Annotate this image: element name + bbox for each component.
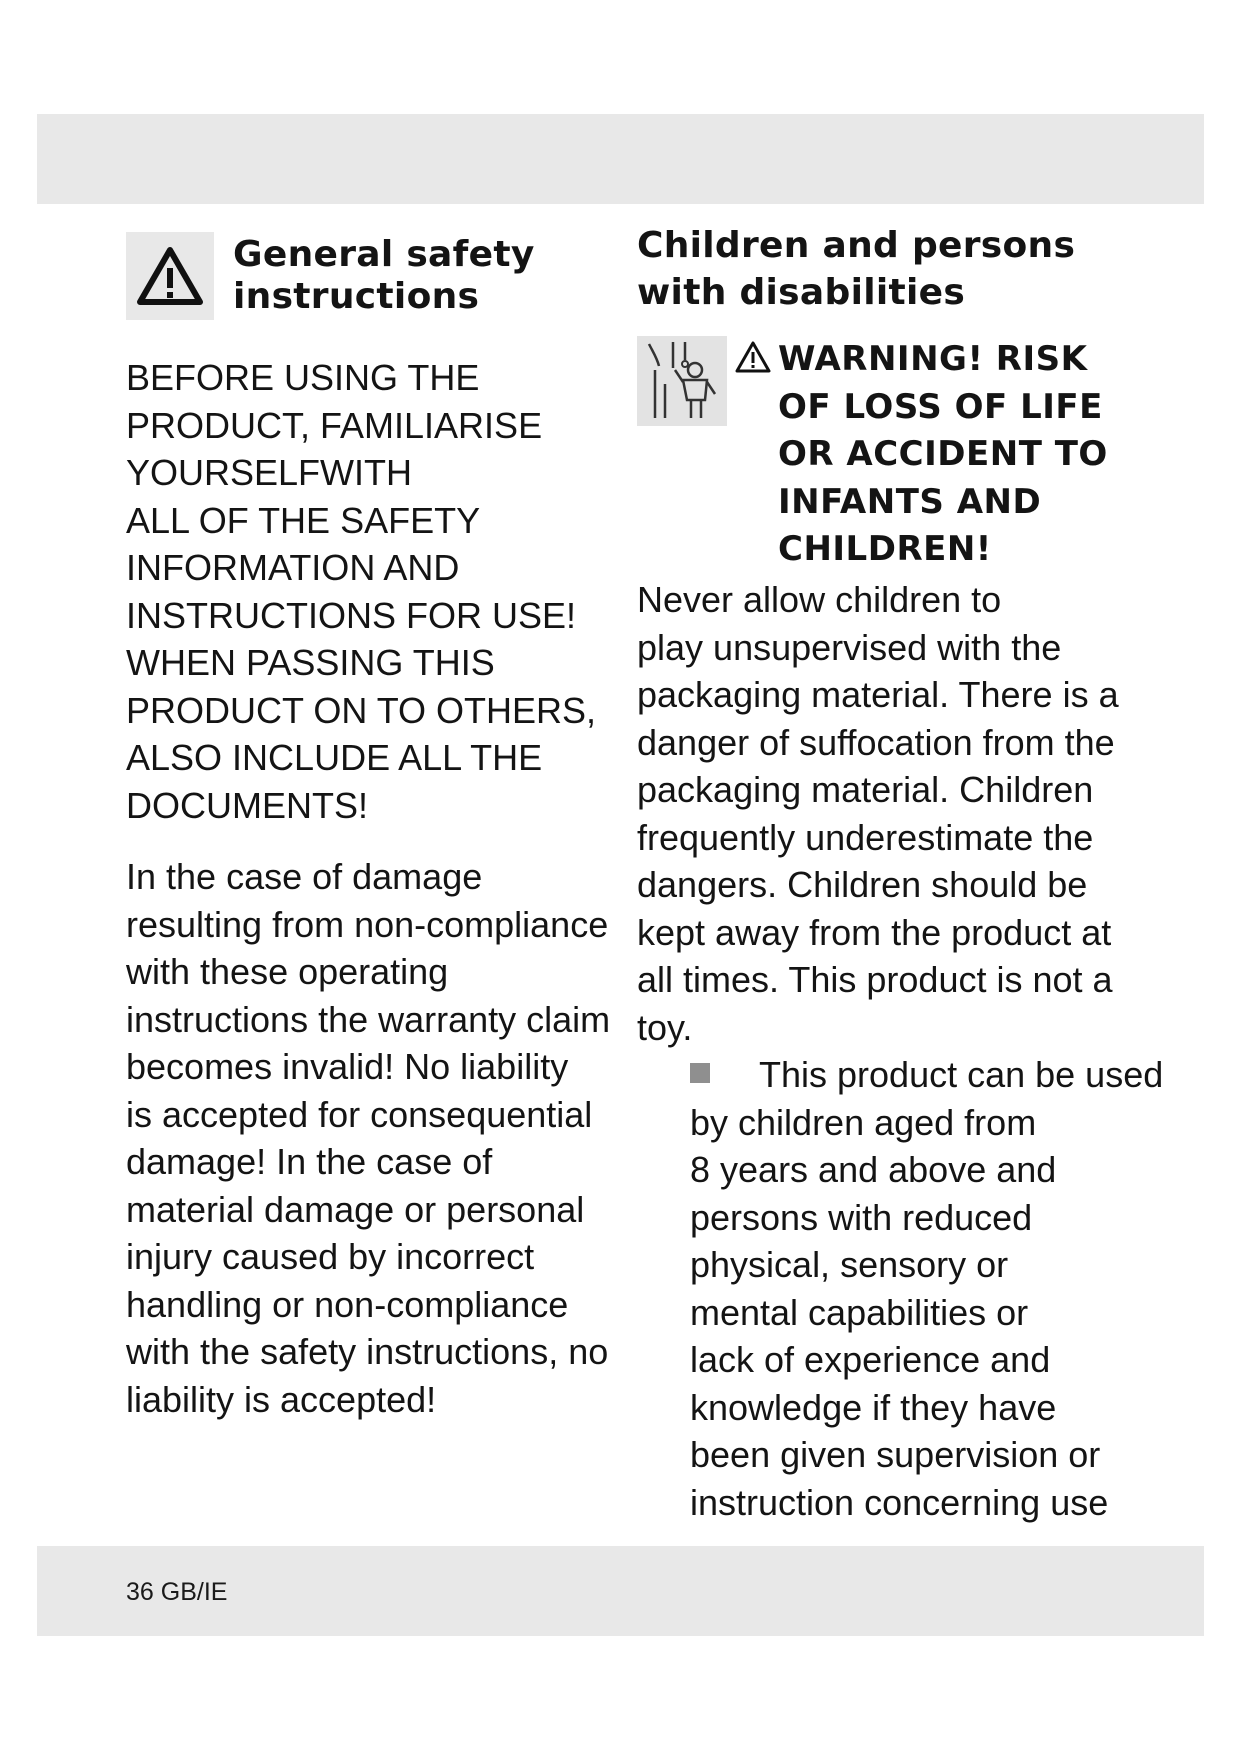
paragraph-line: dangers. Children should be: [637, 864, 1088, 905]
warning-triangle-icon: [136, 246, 204, 306]
bullet-line: physical, sensory or: [690, 1244, 1009, 1285]
heading-line: instructions: [233, 276, 480, 317]
paragraph-line: danger of suffocation from the: [637, 721, 1115, 763]
paragraph-line: Never allow children to: [637, 579, 1002, 620]
caps-line: INSTRUCTIONS FOR USE!: [126, 594, 577, 636]
paragraph-line: instructions the warranty claim: [126, 998, 611, 1040]
paragraph-line: damage! In the case of: [126, 1141, 493, 1182]
paragraph-line: all times. This product is not a: [637, 959, 1113, 1000]
bullet-line: mental capabilities or: [690, 1291, 1029, 1333]
caps-line: YOURSELFWITH: [126, 452, 413, 493]
paragraph-line: resulting from non-compliance: [126, 903, 609, 945]
bullet-line: instruction concerning use: [690, 1481, 1109, 1523]
risk-warning: [778, 336, 1108, 574]
heading-line: Children and persons: [637, 225, 1076, 266]
general-safety-section: [126, 232, 611, 1423]
section-heading-row: [126, 232, 596, 324]
child-at-window-icon: [643, 340, 721, 422]
warning-row: [637, 336, 1157, 572]
paragraph-line: toy.: [637, 1006, 693, 1048]
paragraph-line: play unsupervised with the: [637, 626, 1062, 668]
general-safety-heading: [233, 234, 603, 318]
bullet-line: lack of experience and: [690, 1339, 1051, 1380]
warning-triangle-icon: [734, 340, 772, 374]
warning-line: OF LOSS OF LIFE: [778, 386, 1103, 427]
paragraph-line: handling or non-compliance: [126, 1283, 569, 1325]
caps-line: PRODUCT, FAMILIARISE: [126, 404, 543, 446]
heading-line: General safety: [233, 234, 535, 275]
heading-line: with disabilities: [637, 272, 966, 313]
paragraph-line: with the safety instructions, no: [126, 1331, 609, 1372]
paragraph-line: liability is accepted!: [126, 1378, 437, 1420]
bullet-item: [690, 1051, 1164, 1526]
page-number: 36 GB/IE: [126, 1578, 228, 1606]
caps-notice: [126, 354, 596, 829]
bullet-square-icon: [690, 1063, 710, 1083]
header-band: [37, 114, 1204, 204]
caps-line: BEFORE USING THE: [126, 357, 480, 398]
child-icon-box: [637, 336, 727, 426]
bullet-line: by children aged from: [690, 1101, 1037, 1143]
warning-line: WARNING! RISK: [778, 339, 1088, 379]
bullet-line: knowledge if they have: [690, 1386, 1057, 1428]
caps-line: PRODUCT ON TO OTHERS,: [126, 689, 597, 731]
warning-line: OR ACCIDENT TO: [778, 434, 1108, 474]
bullet-line: persons with reduced: [690, 1196, 1033, 1238]
caps-line: DOCUMENTS!: [126, 784, 368, 826]
paragraph-line: material damage or personal: [126, 1188, 585, 1230]
warning-icon-box: [126, 232, 214, 320]
children-section: [637, 222, 1164, 1526]
caps-line: ALL OF THE SAFETY: [126, 499, 481, 541]
bullet-line: This product can be used: [759, 1054, 1164, 1095]
warranty-paragraph: [126, 853, 611, 1423]
caps-line: INFORMATION AND: [126, 547, 460, 588]
warning-line: CHILDREN!: [778, 529, 992, 569]
paragraph-line: packaging material. There is a: [637, 674, 1119, 715]
children-heading: [637, 222, 1157, 316]
paragraph-line: with these operating: [126, 951, 449, 992]
bullet-line: been given supervision or: [690, 1434, 1101, 1475]
caps-line: ALSO INCLUDE ALL THE: [126, 737, 543, 778]
paragraph-line: packaging material. Children: [637, 769, 1094, 810]
bullet-line: 8 years and above and: [690, 1149, 1057, 1190]
paragraph-line: injury caused by incorrect: [126, 1236, 535, 1277]
caps-line: WHEN PASSING THIS: [126, 642, 495, 683]
paragraph-line: In the case of damage: [126, 856, 483, 897]
warning-line: INFANTS AND: [778, 481, 1042, 522]
paragraph-line: becomes invalid! No liability: [126, 1046, 569, 1087]
paragraph-line: kept away from the product at: [637, 911, 1112, 953]
paragraph-line: is accepted for consequential: [126, 1093, 593, 1135]
packaging-paragraph: [637, 576, 1157, 1051]
paragraph-line: frequently underestimate the: [637, 816, 1094, 858]
